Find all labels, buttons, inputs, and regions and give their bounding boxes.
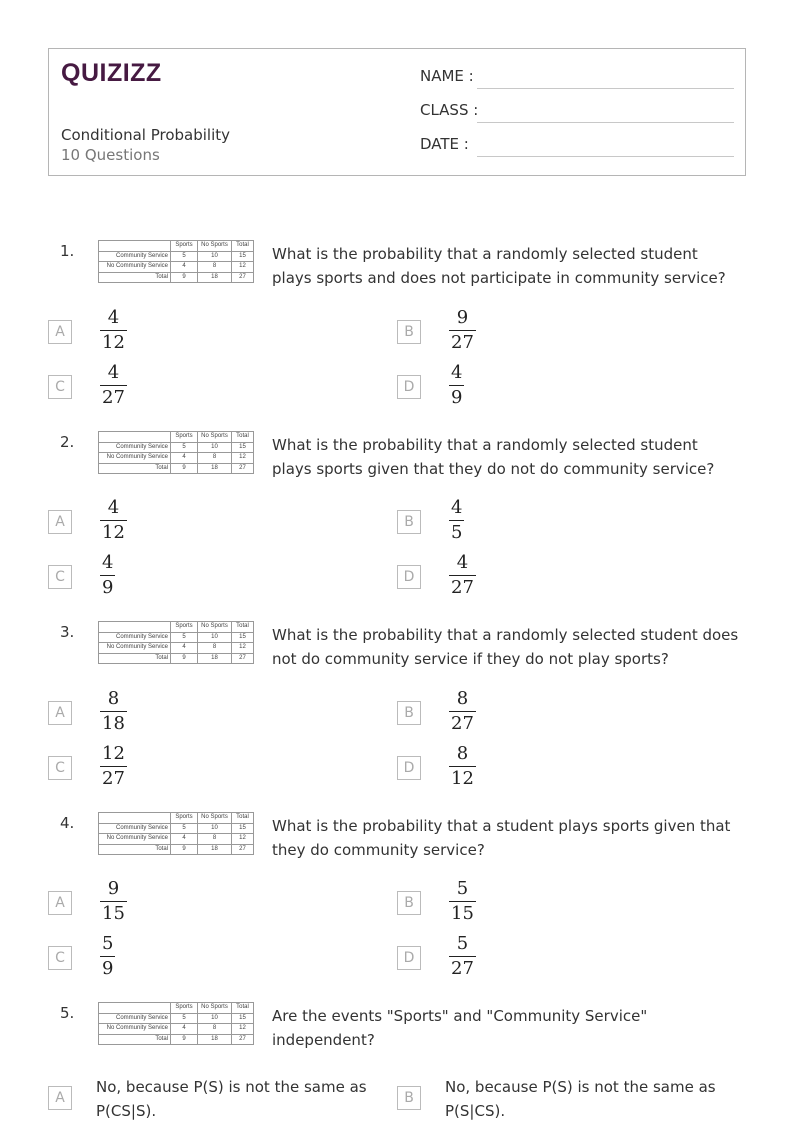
question-number: 2. xyxy=(60,433,75,451)
option-letter[interactable]: A xyxy=(48,701,72,725)
denominator: 12 xyxy=(451,768,474,789)
table-cell: 9 xyxy=(171,1034,198,1045)
table-cell: 27 xyxy=(232,844,254,855)
table-cell: 8 xyxy=(198,1024,232,1035)
table-cell: 4 xyxy=(171,453,198,464)
option-b[interactable] xyxy=(397,878,737,928)
option-letter[interactable]: B xyxy=(397,891,421,915)
table-cell: Community Service xyxy=(99,823,171,834)
option-fraction xyxy=(100,552,115,599)
table-cell: 18 xyxy=(198,1034,232,1045)
table-cell: Community Service xyxy=(99,1013,171,1024)
option-a[interactable] xyxy=(48,497,388,547)
table-cell: 9 xyxy=(171,653,198,664)
option-fraction xyxy=(449,688,476,735)
table-cell: 27 xyxy=(232,1034,254,1045)
option-letter[interactable]: B xyxy=(397,510,421,534)
table-cell: 12 xyxy=(232,453,254,464)
fraction-bar xyxy=(100,711,127,712)
numerator: 8 xyxy=(107,688,120,709)
question-text: Are the events "Sports" and "Community Service" independent? xyxy=(272,1007,648,1049)
option-fraction xyxy=(449,743,476,790)
table-cell: 12 xyxy=(232,834,254,845)
denominator: 5 xyxy=(451,522,463,543)
denominator: 27 xyxy=(451,577,474,598)
contingency-table xyxy=(98,621,254,664)
date-line[interactable] xyxy=(477,156,734,157)
table-cell: 18 xyxy=(198,272,232,283)
table-cell: Community Service xyxy=(99,251,171,262)
option-letter[interactable]: C xyxy=(48,375,72,399)
table-cell: 15 xyxy=(232,632,254,643)
table-cell: Total xyxy=(99,272,171,283)
numerator: 5 xyxy=(456,878,469,899)
option-letter[interactable]: D xyxy=(397,375,421,399)
table-cell: No Community Service xyxy=(99,643,171,654)
table-cell: 12 xyxy=(232,1024,254,1035)
numerator: 4 xyxy=(107,307,120,328)
option-a[interactable] xyxy=(48,878,388,928)
table-cell: 5 xyxy=(171,1013,198,1024)
table-cell: 9 xyxy=(171,844,198,855)
date-field[interactable] xyxy=(420,135,734,159)
numerator: 8 xyxy=(456,743,469,764)
table-cell: 4 xyxy=(171,834,198,845)
fraction-bar xyxy=(449,901,476,902)
option-letter[interactable]: D xyxy=(397,756,421,780)
table-cell: No Community Service xyxy=(99,262,171,273)
option-letter[interactable]: C xyxy=(48,756,72,780)
fraction-bar xyxy=(449,520,464,521)
table-cell: Total xyxy=(99,653,171,664)
option-b[interactable] xyxy=(397,497,737,547)
table-cell: Sports xyxy=(171,622,198,633)
table-cell: 4 xyxy=(171,643,198,654)
contingency-table xyxy=(98,812,254,855)
table-cell: 15 xyxy=(232,1013,254,1024)
table-cell xyxy=(99,432,171,443)
name-field[interactable] xyxy=(420,67,734,91)
option-fraction xyxy=(449,497,464,544)
option-fraction xyxy=(449,552,476,599)
table-cell: No Sports xyxy=(198,241,232,252)
table-cell: 27 xyxy=(232,653,254,664)
denominator: 9 xyxy=(102,958,114,979)
class-line[interactable] xyxy=(477,122,734,123)
table-cell: 10 xyxy=(198,251,232,262)
fraction-bar xyxy=(449,711,476,712)
denominator: 9 xyxy=(451,387,463,408)
option-letter[interactable]: D xyxy=(397,565,421,589)
question-number: 1. xyxy=(60,242,75,260)
option-letter[interactable]: D xyxy=(397,946,421,970)
question-text: What is the probability that a student plays sports given that they do community service? xyxy=(272,817,731,859)
table-cell: 12 xyxy=(232,643,254,654)
option-d[interactable] xyxy=(397,552,737,602)
table-cell xyxy=(99,1003,171,1014)
option-b[interactable] xyxy=(397,307,737,357)
table-cell: 15 xyxy=(232,442,254,453)
table-cell: Community Service xyxy=(99,442,171,453)
table-cell: 15 xyxy=(232,251,254,262)
fraction-bar xyxy=(449,575,476,576)
fraction-bar xyxy=(449,766,476,767)
fraction-bar xyxy=(449,385,464,386)
table-cell xyxy=(99,622,171,633)
fraction-bar xyxy=(449,330,476,331)
table-cell: Sports xyxy=(171,813,198,824)
worksheet-header xyxy=(48,48,746,176)
numerator: 8 xyxy=(456,688,469,709)
option-c[interactable] xyxy=(48,743,388,793)
option-fraction xyxy=(449,307,476,354)
option-d[interactable] xyxy=(397,743,737,793)
denominator: 27 xyxy=(451,332,474,353)
class-label: CLASS : xyxy=(420,101,479,119)
table-cell: 10 xyxy=(198,823,232,834)
table-cell: 5 xyxy=(171,251,198,262)
table-cell: Total xyxy=(232,622,254,633)
table-cell: 15 xyxy=(232,823,254,834)
option-a[interactable] xyxy=(48,688,388,738)
option-fraction xyxy=(100,878,127,925)
table-cell: 8 xyxy=(198,262,232,273)
contingency-table xyxy=(98,431,254,474)
date-label: DATE : xyxy=(420,135,469,153)
question-number: 5. xyxy=(60,1004,75,1022)
table-cell: 10 xyxy=(198,1013,232,1024)
option-a[interactable] xyxy=(48,307,388,357)
option-c[interactable] xyxy=(48,362,388,412)
table-cell: 4 xyxy=(171,1024,198,1035)
table-cell: 18 xyxy=(198,844,232,855)
option-fraction xyxy=(100,743,127,790)
option-fraction xyxy=(449,878,476,925)
table-cell: Total xyxy=(232,241,254,252)
question-count: 10 Questions xyxy=(61,146,160,164)
table-cell: 8 xyxy=(198,834,232,845)
option-fraction xyxy=(100,497,127,544)
table-cell: 5 xyxy=(171,823,198,834)
table-cell: Total xyxy=(232,813,254,824)
option-c[interactable] xyxy=(48,552,388,602)
class-field[interactable] xyxy=(420,101,734,125)
table-cell: No Community Service xyxy=(99,1024,171,1035)
table-cell: No Sports xyxy=(198,432,232,443)
table-cell: Total xyxy=(99,844,171,855)
numerator: 5 xyxy=(102,933,114,954)
question-number: 3. xyxy=(60,623,75,641)
question-text: What is the probability that a randomly selected student plays sports given that they do not do community service? xyxy=(272,436,715,478)
denominator: 9 xyxy=(102,577,114,598)
option-b[interactable] xyxy=(397,688,737,738)
name-label: NAME : xyxy=(420,67,474,85)
contingency-table xyxy=(98,240,254,283)
option-letter[interactable]: B xyxy=(397,701,421,725)
option-letter[interactable]: A xyxy=(48,1086,72,1110)
numerator: 4 xyxy=(451,497,463,518)
table-cell: Total xyxy=(99,463,171,474)
table-cell xyxy=(99,813,171,824)
table-cell: Sports xyxy=(171,241,198,252)
option-letter[interactable]: C xyxy=(48,946,72,970)
question-text: What is the probability that a randomly selected student plays sports and does not participate in community service? xyxy=(272,245,726,287)
table-cell: 9 xyxy=(171,463,198,474)
option-letter[interactable]: B xyxy=(397,1086,421,1110)
fraction-bar xyxy=(100,330,127,331)
numerator: 4 xyxy=(102,552,114,573)
table-cell: No Community Service xyxy=(99,834,171,845)
table-cell: Sports xyxy=(171,432,198,443)
table-cell: 10 xyxy=(198,632,232,643)
denominator: 15 xyxy=(102,903,125,924)
table-cell: Sports xyxy=(171,1003,198,1014)
quizizz-logo: QUIZIZZ xyxy=(61,59,162,87)
numerator: 5 xyxy=(456,933,469,954)
table-cell: 8 xyxy=(198,643,232,654)
table-cell: Total xyxy=(99,1034,171,1045)
table-cell: 12 xyxy=(232,262,254,273)
option-letter[interactable]: A xyxy=(48,510,72,534)
option-letter[interactable]: B xyxy=(397,320,421,344)
table-cell: Community Service xyxy=(99,632,171,643)
fraction-bar xyxy=(100,766,127,767)
fraction-bar xyxy=(100,956,115,957)
contingency-table xyxy=(98,1002,254,1045)
option-b[interactable] xyxy=(397,1073,737,1123)
table-cell: 18 xyxy=(198,463,232,474)
numerator: 4 xyxy=(451,362,463,383)
table-cell: 5 xyxy=(171,632,198,643)
option-d[interactable] xyxy=(397,362,737,412)
table-cell xyxy=(99,241,171,252)
numerator: 9 xyxy=(456,307,469,328)
fraction-bar xyxy=(100,385,127,386)
denominator: 12 xyxy=(102,522,125,543)
denominator: 18 xyxy=(102,713,125,734)
table-cell: No Community Service xyxy=(99,453,171,464)
denominator: 27 xyxy=(451,958,474,979)
denominator: 27 xyxy=(451,713,474,734)
numerator: 12 xyxy=(102,743,125,764)
option-fraction xyxy=(100,362,127,409)
option-letter[interactable]: C xyxy=(48,565,72,589)
table-cell: 5 xyxy=(171,442,198,453)
table-cell: No Sports xyxy=(198,622,232,633)
name-line[interactable] xyxy=(477,88,734,89)
option-text: No, because P(S) is not the same as P(S|CS). xyxy=(445,1078,716,1120)
table-cell: 27 xyxy=(232,272,254,283)
table-cell: 18 xyxy=(198,653,232,664)
table-cell: 27 xyxy=(232,463,254,474)
table-cell: Total xyxy=(232,1003,254,1014)
fraction-bar xyxy=(449,956,476,957)
table-cell: Total xyxy=(232,432,254,443)
option-fraction xyxy=(100,688,127,735)
option-d[interactable] xyxy=(397,933,737,983)
denominator: 15 xyxy=(451,903,474,924)
option-text: No, because P(S) is not the same as P(CS|S). xyxy=(96,1078,367,1120)
option-fraction xyxy=(100,307,127,354)
denominator: 27 xyxy=(102,387,125,408)
numerator: 4 xyxy=(107,497,120,518)
table-cell: 9 xyxy=(171,272,198,283)
question-number: 4. xyxy=(60,814,75,832)
table-cell: No Sports xyxy=(198,813,232,824)
option-fraction xyxy=(100,933,115,980)
option-a[interactable] xyxy=(48,1073,388,1123)
option-letter[interactable]: A xyxy=(48,320,72,344)
option-fraction xyxy=(449,933,476,980)
option-c[interactable] xyxy=(48,933,388,983)
table-cell: 10 xyxy=(198,442,232,453)
worksheet-title: Conditional Probability xyxy=(61,126,230,144)
numerator: 4 xyxy=(107,362,120,383)
denominator: 27 xyxy=(102,768,125,789)
option-letter[interactable]: A xyxy=(48,891,72,915)
table-cell: No Sports xyxy=(198,1003,232,1014)
fraction-bar xyxy=(100,901,127,902)
fraction-bar xyxy=(100,520,127,521)
question-text: What is the probability that a randomly selected student does not do community service if they do not play sports? xyxy=(272,626,739,668)
fraction-bar xyxy=(100,575,115,576)
option-fraction xyxy=(449,362,464,409)
table-cell: 8 xyxy=(198,453,232,464)
table-cell: 4 xyxy=(171,262,198,273)
denominator: 12 xyxy=(102,332,125,353)
numerator: 9 xyxy=(107,878,120,899)
numerator: 4 xyxy=(456,552,469,573)
